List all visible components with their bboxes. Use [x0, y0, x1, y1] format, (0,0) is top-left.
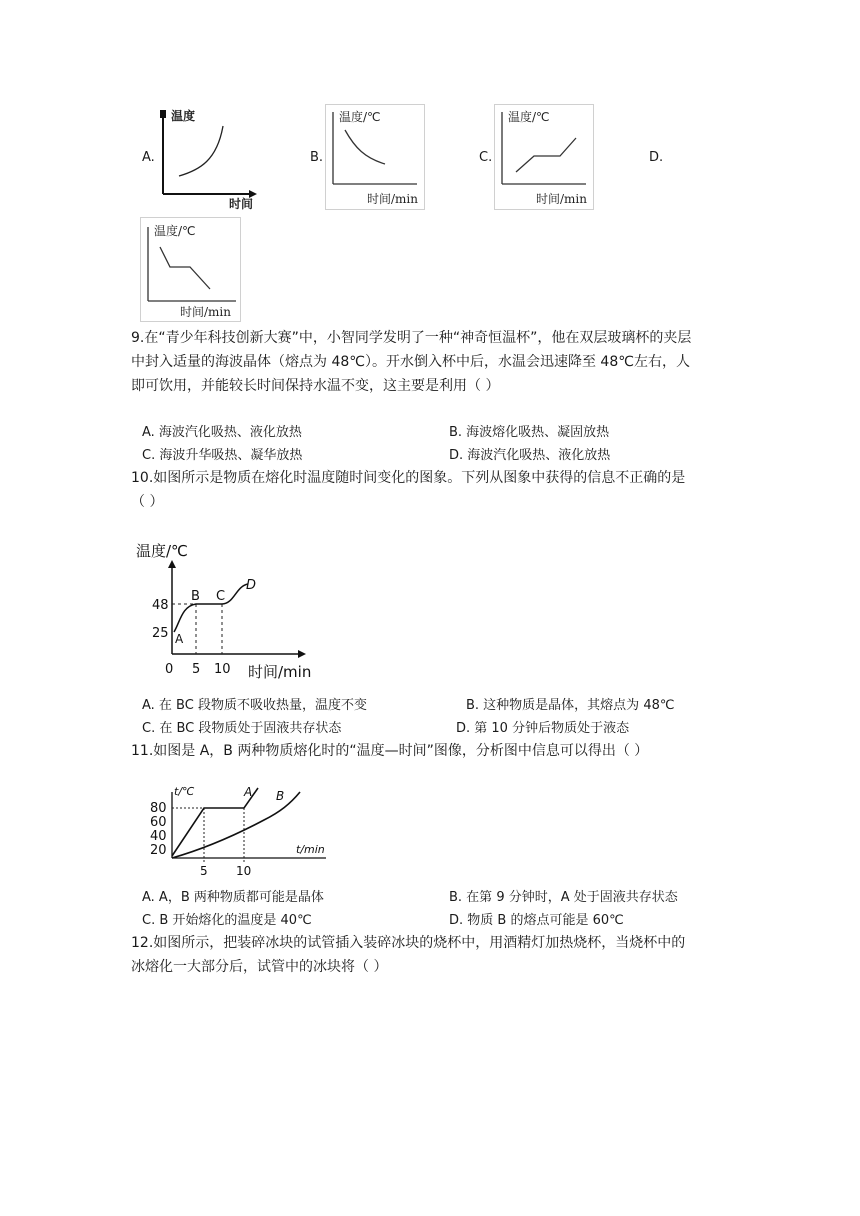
x-tick-label: 5: [200, 864, 208, 878]
graph-option-b: [325, 104, 425, 212]
question-text-line: 即可饮用，并能较长时间保持水温不变，这主要是利用（ ）: [131, 378, 500, 394]
q10-option-d[interactable]: D. 第 10 分钟后物质处于液态: [456, 721, 630, 736]
question-text-line: 冰熔化一大部分后，试管中的冰块将（ ）: [131, 959, 388, 975]
q10-option-c[interactable]: C. 在 BC 段物质处于固液共存状态: [142, 721, 342, 736]
q10-melting-graph: [130, 536, 330, 684]
option-letter-d: D.: [649, 150, 664, 165]
q11-option-b[interactable]: B. 在第 9 分钟时，A 处于固液共存状态: [449, 890, 678, 905]
x-tick-label: 0: [165, 662, 174, 677]
x-tick-label: 10: [236, 864, 252, 878]
question-text-line: 中封入适量的海波晶体（熔点为 48℃）。开水倒入杯中后，水温会迅速降至 48℃左右，人: [131, 354, 690, 370]
graph-option-d: [140, 217, 242, 323]
option-letter-b: B.: [310, 150, 324, 165]
point-label-a: A: [175, 632, 184, 646]
q9-option-b[interactable]: B. 海波熔化吸热、凝固放热: [449, 425, 610, 440]
graph-y-label: 温度: [171, 109, 196, 123]
point-label-c: C: [216, 589, 226, 604]
temperature-curve: [160, 247, 210, 289]
graph-y-label: 温度/℃: [136, 542, 188, 560]
q10-option-a[interactable]: A. 在 BC 段物质不吸收热量，温度不变: [142, 698, 367, 713]
x-tick-label: 10: [214, 662, 231, 677]
y-tick-label: 48: [152, 598, 169, 613]
y-tick-label: 20: [150, 843, 167, 858]
question-9-stem: [131, 326, 691, 398]
graph-y-label: 温度/℃: [154, 224, 196, 238]
point-label-b: B: [191, 589, 200, 604]
question-text-line: 9.在“青少年科技创新大赛”中，小智同学发明了一种“神奇恒温杯”，他在双层玻璃杯的夹层: [131, 330, 692, 346]
temperature-curve: [345, 130, 385, 164]
question-text-line: 12.如图所示，把装碎冰块的试管插入装碎冰块的烧杯中，用酒精灯加热烧杯，当烧杯中的: [131, 935, 686, 951]
graph-x-label: 时间/min: [248, 663, 312, 681]
q10-option-b[interactable]: B. 这种物质是晶体，其熔点为 48℃: [466, 698, 675, 713]
series-b-label: B: [276, 789, 285, 803]
option-letter-a: A.: [142, 150, 155, 165]
y-tick-label: 25: [152, 626, 169, 641]
question-text-line: 10.如图所示是物质在熔化时温度随时间变化的图象。下列从图象中获得的信息不正确的是: [131, 470, 686, 486]
temperature-curve: [516, 138, 576, 172]
q9-option-a[interactable]: A. 海波汽化吸热、液化放热: [142, 425, 302, 440]
question-text-line: （ ）: [131, 494, 164, 510]
x-axis-arrow-icon: [298, 650, 306, 658]
question-text-line: 11.如图是 A，B 两种物质熔化时的“温度—时间”图像，分析图中信息可以得出（ ）: [131, 743, 649, 759]
question-11-stem: [131, 739, 648, 763]
graph-x-label: 时间/min: [180, 305, 231, 319]
graph-y-label: 温度/℃: [339, 110, 381, 124]
q11-option-a[interactable]: A. A，B 两种物质都可能是晶体: [142, 890, 324, 905]
graph-x-label: 时间: [229, 197, 254, 211]
q11-option-d[interactable]: D. 物质 B 的熔点可能是 60℃: [449, 913, 624, 928]
q11-comparison-graph: [140, 780, 340, 880]
melting-curve: [174, 584, 248, 632]
y-tick-label: 80: [150, 801, 167, 816]
point-label-d: D: [246, 578, 257, 593]
question-12-stem: [131, 931, 685, 979]
graph-option-a: [155, 100, 263, 212]
x-tick-label: 5: [192, 662, 201, 677]
y-tick-label: 40: [150, 829, 167, 844]
y-axis-arrow-icon: [168, 560, 176, 568]
question-10-stem: [131, 466, 685, 514]
graph-x-label: 时间/min: [536, 192, 587, 206]
graph-y-label: t/℃: [174, 785, 195, 798]
q9-option-d[interactable]: D. 海波汽化吸热、液化放热: [449, 448, 611, 463]
series-a-label: A: [244, 785, 253, 799]
graph-x-label: t/min: [296, 843, 325, 856]
temperature-curve: [179, 126, 223, 176]
y-axis-arrow-icon: [160, 110, 166, 118]
q9-option-c[interactable]: C. 海波升华吸热、凝华放热: [142, 448, 303, 463]
q11-option-c[interactable]: C. B 开始熔化的温度是 40℃: [142, 913, 312, 928]
graph-y-label: 温度/℃: [508, 110, 550, 124]
option-letter-c: C.: [479, 150, 493, 165]
graph-option-c: [494, 104, 594, 212]
y-tick-label: 60: [150, 815, 167, 830]
graph-x-label: 时间/min: [367, 192, 418, 206]
